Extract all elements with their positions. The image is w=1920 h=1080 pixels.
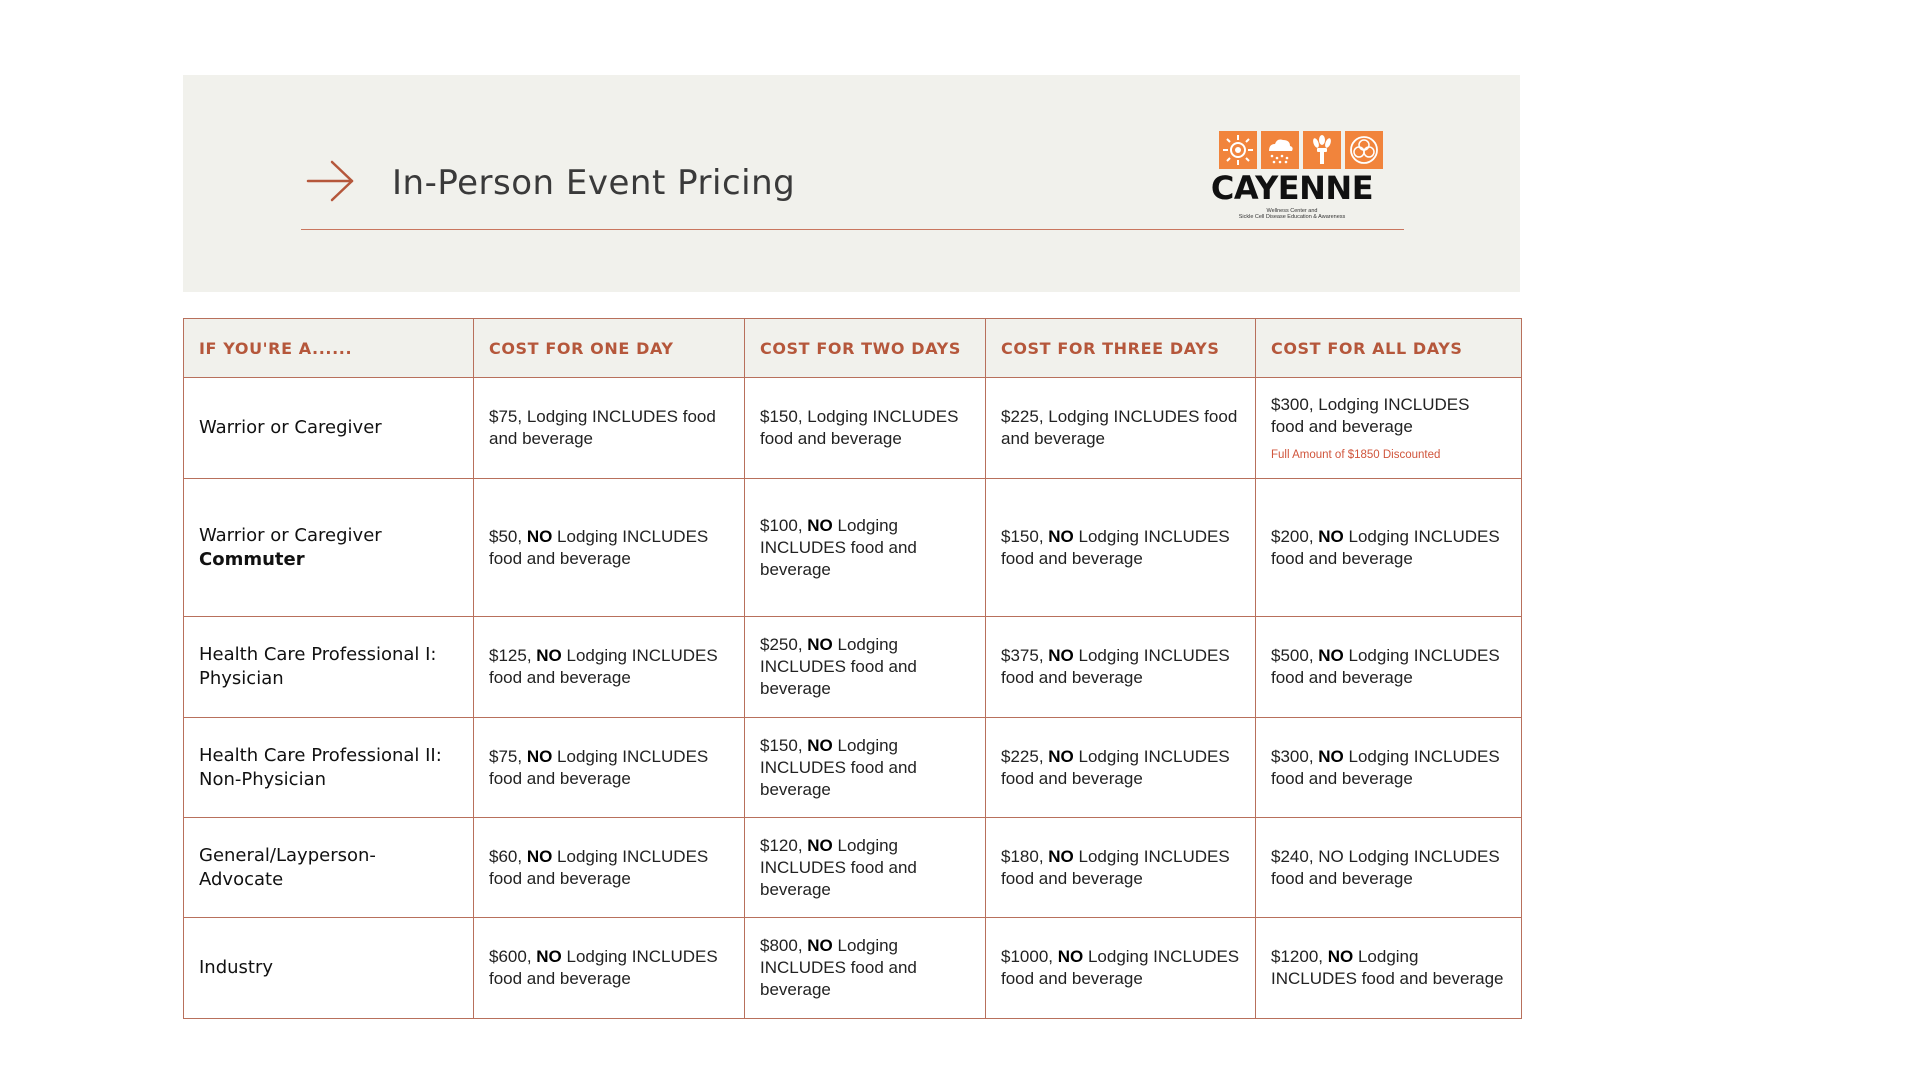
- price-amount: $75,: [489, 746, 523, 766]
- pricing-table: [183, 318, 1522, 1019]
- price-cell: [986, 918, 1256, 1019]
- flower-icon: [1345, 131, 1383, 169]
- role-label: Industry: [199, 957, 274, 978]
- price-details: Lodging INCLUDES food and beverage: [760, 936, 917, 999]
- price-details: Lodging INCLUDES food and beverage: [1271, 646, 1500, 687]
- column-header: COST FOR THREE DAYS: [986, 319, 1256, 378]
- price-details: Lodging INCLUDES food and beverage: [1271, 746, 1500, 788]
- price-amount: $200,: [1271, 526, 1314, 546]
- price-details: Lodging INCLUDES food and beverage: [1001, 746, 1230, 788]
- price-cell: [474, 918, 745, 1019]
- price-cell: [474, 378, 745, 479]
- price-details: Lodging INCLUDES food and beverage: [489, 947, 718, 988]
- price-amount: $50,: [489, 526, 523, 546]
- price-details: Lodging INCLUDES food and beverage: [1001, 646, 1230, 687]
- role-label: Health Care Professional II: Non-Physician: [199, 744, 442, 790]
- price-amount: $120,: [760, 835, 803, 855]
- price-details: Lodging INCLUDES food and beverage: [489, 846, 709, 888]
- sun-icon: [1219, 131, 1257, 169]
- price-details: Lodging INCLUDES food and beverage: [1271, 846, 1500, 888]
- column-header: COST FOR ALL DAYS: [1256, 319, 1522, 378]
- price-amount: $1200,: [1271, 947, 1323, 966]
- price-cell: [474, 818, 745, 918]
- column-header: IF YOU'RE A......: [184, 319, 474, 378]
- price-details: Lodging INCLUDES food and beverage: [1271, 526, 1500, 568]
- table-row: [184, 378, 1522, 479]
- logo-subtitle: [1201, 208, 1383, 220]
- price-cell: [1256, 617, 1522, 718]
- price-cell: [986, 617, 1256, 718]
- wheat-icon: [1303, 131, 1341, 169]
- column-header: COST FOR TWO DAYS: [745, 319, 986, 378]
- no-label: NO: [526, 746, 553, 766]
- price-cell: [1256, 378, 1522, 479]
- price-cell: [1256, 479, 1522, 617]
- role-cell: [184, 918, 474, 1019]
- no-label: NO: [807, 735, 833, 755]
- role-label: Warrior or Caregiver: [199, 417, 382, 438]
- price-cell: [745, 617, 986, 718]
- price-cell: [745, 718, 986, 818]
- price-amount: $250,: [760, 635, 803, 654]
- price-details: Lodging INCLUDES food and beverage: [760, 835, 917, 899]
- no-label: NO: [807, 515, 833, 535]
- rain-cloud-icon: [1261, 131, 1299, 169]
- table-row: [184, 718, 1522, 818]
- price-amount: $600,: [489, 947, 532, 966]
- price-amount: $225,: [1001, 746, 1044, 766]
- role-cell: [184, 617, 474, 718]
- no-label: NO: [1318, 646, 1344, 665]
- column-header: COST FOR ONE DAY: [474, 319, 745, 378]
- price-details: Lodging INCLUDES food and beverage: [489, 646, 718, 687]
- price-amount: $300,: [1271, 395, 1314, 414]
- price-amount: $500,: [1271, 646, 1314, 665]
- no-label: NO: [807, 835, 833, 855]
- price-amount: $375,: [1001, 646, 1044, 665]
- price-amount: $150,: [1001, 526, 1044, 546]
- price-details: Lodging INCLUDES food and beverage: [1001, 846, 1230, 888]
- price-cell: [474, 617, 745, 718]
- logo-subtitle-line: Wellness Center and: [1266, 208, 1318, 214]
- price-cell: [474, 479, 745, 617]
- price-details: Lodging INCLUDES food and beverage: [1271, 395, 1470, 436]
- table-row: [184, 818, 1522, 918]
- no-label: NO: [1318, 526, 1344, 546]
- logo-subtitle-line: Sickle Cell Disease Education & Awareness: [1238, 214, 1346, 220]
- price-amount: $100,: [760, 515, 803, 535]
- price-details: Lodging INCLUDES food and beverage: [1001, 947, 1240, 988]
- role-label: Health Care Professional I: Physician: [199, 644, 437, 689]
- no-label: NO: [526, 846, 553, 866]
- role-cell: [184, 479, 474, 617]
- no-label: NO: [1318, 746, 1344, 766]
- price-amount: $150,: [760, 407, 803, 426]
- table-header-row: [184, 319, 1522, 378]
- cayenne-logo: [1201, 131, 1383, 221]
- role-cell: [184, 378, 474, 479]
- price-details: Lodging INCLUDES food and beverage: [760, 407, 959, 448]
- no-label: NO: [1048, 846, 1074, 866]
- price-cell: [986, 378, 1256, 479]
- header-panel: [183, 75, 1520, 292]
- role-label: Warrior or Caregiver: [199, 524, 382, 546]
- price-details: Lodging INCLUDES food and beverage: [760, 635, 917, 698]
- title-divider: [301, 229, 1404, 230]
- price-cell: [986, 718, 1256, 818]
- price-details: Lodging INCLUDES food and beverage: [489, 526, 709, 568]
- no-label: NO: [536, 646, 562, 665]
- arrow-right-icon: [306, 159, 356, 203]
- no-label: NO: [1057, 947, 1084, 966]
- price-cell: [745, 818, 986, 918]
- page-title: In-Person Event Pricing: [392, 163, 796, 203]
- price-amount: $300,: [1271, 746, 1314, 766]
- no-label: NO: [1048, 746, 1074, 766]
- role-cell: [184, 718, 474, 818]
- no-label: NO: [536, 947, 562, 966]
- price-amount: $800,: [760, 936, 803, 955]
- price-cell: [474, 718, 745, 818]
- table-row: [184, 617, 1522, 718]
- no-label: NO: [1048, 526, 1074, 546]
- price-cell: [1256, 718, 1522, 818]
- no-label: NO: [807, 936, 833, 955]
- price-cell: [986, 479, 1256, 617]
- price-details: Lodging INCLUDES food and beverage: [1001, 526, 1230, 568]
- price-amount: $125,: [489, 646, 532, 665]
- price-amount: $180,: [1001, 846, 1044, 866]
- price-details: Lodging INCLUDES food and beverage: [1271, 947, 1504, 988]
- price-amount: $1000,: [1001, 947, 1053, 966]
- price-cell: [986, 818, 1256, 918]
- price-cell: [745, 918, 986, 1019]
- table-row: [184, 918, 1522, 1019]
- price-amount: $225,: [1001, 407, 1044, 426]
- price-details: Lodging INCLUDES food and beverage: [760, 735, 917, 799]
- price-amount: $240, NO: [1271, 846, 1344, 866]
- price-amount: $75,: [489, 407, 523, 426]
- logo-icon-row: [1219, 131, 1383, 169]
- role-label-bold: Commuter: [199, 548, 305, 570]
- price-cell: [1256, 918, 1522, 1019]
- role-cell: [184, 818, 474, 918]
- discount-note: Full Amount of $1850 Discounted: [1271, 449, 1441, 461]
- logo-wordmark: CAYENNE: [1210, 169, 1374, 207]
- role-label: General/Layperson-Advocate: [199, 844, 376, 890]
- price-details: Lodging INCLUDES food and beverage: [489, 407, 716, 448]
- price-amount: $60,: [489, 846, 523, 866]
- price-amount: $150,: [760, 735, 803, 755]
- no-label: NO: [807, 635, 833, 654]
- no-label: NO: [1327, 947, 1354, 966]
- price-cell: [1256, 818, 1522, 918]
- price-cell: [745, 378, 986, 479]
- no-label: NO: [1048, 646, 1074, 665]
- table-row: [184, 479, 1522, 617]
- price-details: Lodging INCLUDES food and beverage: [1001, 407, 1238, 448]
- price-details: Lodging INCLUDES food and beverage: [489, 746, 709, 788]
- price-cell: [745, 479, 986, 617]
- price-details: Lodging INCLUDES food and beverage: [760, 515, 917, 579]
- no-label: NO: [526, 526, 553, 546]
